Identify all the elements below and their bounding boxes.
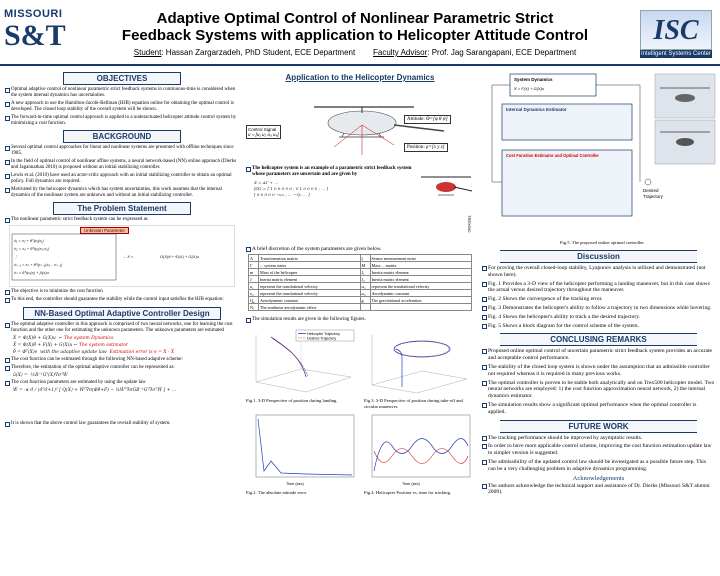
control-signal-label: Control Signal — [248, 127, 277, 132]
parameter-symbol: J₂ — [360, 276, 370, 283]
svg-text:⋮: ⋮ — [14, 254, 18, 259]
eq3-tail: Estimation error is e = X - X̂ — [109, 350, 175, 355]
nn-eq-system: Ẋ = Φ(X)θ + G(X)u ← The system Dynamics — [13, 336, 114, 341]
advisor-name: : Prof. Jag Sarangapani, ECE Department — [427, 48, 577, 57]
acknowledgements-heading: Acknowledgements — [572, 474, 625, 482]
objective-cost-function: The objective is to minimize the cost function — [5, 289, 239, 295]
isc-logo-caption: Intelligent Systems Center — [640, 51, 712, 57]
hjb-statement: To this end, the controller should guarantee the stability while the control input satisfies the HJB equation: — [5, 297, 239, 303]
parameter-description: The nonlinear aerodynamic effect — [259, 304, 361, 311]
svg-text:TREX500: TREX500 — [467, 215, 472, 233]
internal-estimator-label: Internal Dynamics Estimator — [506, 107, 567, 112]
fig1-legend-1: Helicopter Trajectory — [307, 332, 340, 336]
parameter-row — [249, 276, 472, 283]
nn-item: The cost function parameters are estimated by using the update law — [5, 380, 239, 386]
nn-item: Therefore, the estimation of the optimal adaptive controller can be represented as: — [5, 365, 239, 371]
parameter-description: Inertia matrix element — [259, 276, 361, 283]
title-line-2: Feedback Systems with application to Helicopter Attitude Control — [121, 27, 589, 44]
parameter-symbol — [360, 304, 370, 311]
parameter-row — [249, 255, 472, 262]
control-signal-box: Control Signal u = [u₁ u₂ u₃ u₄] — [248, 127, 279, 137]
objective-item: The forward-in-time optimal control approach is applied to a underactuated helicopter attitude control system by minimizing a cost function. — [5, 115, 239, 127]
parameter-symbol: Γ — [249, 262, 259, 269]
discussion-item: Fig. 2 Shows the convergence of the tracking error. — [482, 296, 715, 303]
attitude-label: Attitude: — [407, 117, 425, 122]
advisor-label: Faculty Advisor — [373, 48, 428, 57]
background-list — [3, 145, 241, 199]
fig1-legend-2: Desired Trajectory — [307, 336, 337, 341]
desired-label: Desired — [643, 188, 659, 193]
svg-text:ẋₙ₋₁ = xₙ + θᵀψₙ₋₁(x₁…xₙ₋₁): ẋₙ₋₁ = xₙ + θᵀψₙ₋₁(x₁…xₙ₋₁) — [14, 262, 63, 267]
parameter-description: Inertia matrix element — [370, 269, 472, 276]
objective-item: Optimal adaptive control of nonlinear parametric strict feedback systems in continuous-time is considered when the system internal dynamics has uncertainties. — [5, 87, 239, 99]
poster-title — [80, 10, 630, 44]
parameter-description: Sensor measurement noise — [370, 255, 472, 262]
parameter-description: represent the translational velocity — [259, 283, 361, 290]
parameter-symbol: Q₂ — [249, 297, 259, 304]
nn-eq-control: û(X) = -½R⁻¹Gᵀ(X)∇σᵀŴ — [13, 373, 68, 378]
parameter-table — [248, 254, 472, 311]
parameter-symbol: m — [249, 269, 259, 276]
discussion-item: Fig. 3 Demonstrates the helicopter's ability to follow a trajectory in two dimensions while hovering. — [482, 305, 715, 312]
discussion-item: Fig. 5 Shows a block diagram for the control scheme of the system. — [482, 323, 715, 330]
conclusion-item: The simulation results show a significant optimal performance when the optimal controller is applied. — [482, 402, 715, 416]
trajectory-label: Trajectory — [643, 194, 663, 199]
parameter-description: Aerodynamic constant — [370, 290, 472, 297]
parameter-description: Mass ... matrix — [370, 262, 472, 269]
conclusions-heading: CONCLUSING REMARKS — [500, 333, 697, 346]
isc-logo-text: ISC — [653, 15, 699, 46]
parameter-symbol: Nᵢ — [249, 304, 259, 311]
trex-photo-graphic — [416, 165, 476, 245]
controller-block-diagram — [480, 70, 717, 246]
objective-item: A new approach to use the Hamilton-Jacobi-Bellman (HJB) equation online for obtaining the optimal control is developed. The closed loop stability of the overall system will be shown. — [5, 101, 239, 113]
discussion-item: Fig. 4 Shows the helicopter's ability to track a the desired trajectory. — [482, 314, 715, 321]
future-heading: FUTURE WORK — [500, 420, 697, 433]
fig3-3d-takeoff — [362, 327, 474, 397]
conclusion-item: The optimal controller is proven to be stable both analytically and on Trex500 helicopter model. Two neural networks are employed: 1) the cost function approximation neural network, 2) the internal dynamics estimator. — [482, 380, 715, 400]
nn-eq-estimator: X̂̇ = Φ(X)θ̂ + F(X) + G(X)u ← The system estimator — [13, 343, 129, 348]
application-heading: Application to the Helicopter Dynamics — [285, 73, 435, 82]
middle-column — [244, 70, 476, 507]
nn-eq-updatelaw: Ŵ̇ = -α σ̂ / (σ̂ᵀσ̂+1)² [ Q(X) + Ŵᵀ∇σ(Φθ̂+F) − ¼Ŵᵀ∇σGR⁻¹Gᵀ∇σᵀŴ ] + … — [13, 388, 177, 393]
nn-eq-update: θ̂̇ = Φᵀ(X)e with the adaptive update law Estimation error is e = X - X̂ — [13, 350, 175, 355]
fig4-caption: Fig.4. Helicopter Position vs. time for tracking. — [364, 490, 452, 495]
conclusion-item: Proposed online optimal control of uncertain parametric strict feedback system provides an accurate and acceptable control performance. — [482, 348, 715, 362]
parameter-symbol: M — [360, 262, 370, 269]
background-item: Lewis et al. (2010) have used an actor-critic approach with an initial stabilizing controller to obtain an optimal policy. Full dynamics are required. — [5, 173, 239, 185]
system-dynamics-label: System Dynamics — [514, 77, 553, 82]
fig2-caption: Fig.2. The absolute attitude error — [246, 490, 307, 495]
parameter-symbol: ζ — [360, 255, 370, 262]
authors-line — [80, 48, 630, 57]
student-label: Student — [133, 48, 162, 57]
parameter-symbol: J — [249, 276, 259, 283]
svg-text:ẋ₂ = x₃ + θᵀψ₂(x₁,x₂): ẋ₂ = x₃ + θᵀψ₂(x₁,x₂) — [14, 246, 49, 251]
conclusion-item: The stability of the closed loop system is shown under the assumption that an admissible controller not required whereas it is required in many previous works. — [482, 364, 715, 378]
background-item: Several optimal control approaches for linear and nonlinear systems are presented with offline techniques since 1985. — [5, 145, 239, 157]
parameter-description: Mass of the helicopter — [259, 269, 361, 276]
cost-estimator-label: Cost Function Estimator and Optimal Controller — [506, 153, 600, 158]
helicopter-figure — [244, 85, 476, 165]
parameter-symbol: υ₁ — [249, 283, 259, 290]
discussion-heading: Discussion — [500, 250, 697, 263]
fig5-caption: Fig.5. The proposed online optimal controller. — [560, 240, 645, 245]
position-box: Position: ρ=[x y z] — [404, 143, 448, 152]
parameter-description: The gravitational acceleration — [370, 297, 472, 304]
student-name: : Hassan Zargarzadeh, PhD Student, ECE Department — [161, 48, 356, 57]
parameter-row — [249, 269, 472, 276]
left-column — [3, 70, 241, 429]
acknowledgement-text: The authors acknowledge the technical support and assistance of Dr. Dierks (Missouri S&T alumni 2009). — [482, 483, 715, 497]
objectives-list — [3, 87, 241, 127]
parameter-row — [249, 304, 472, 311]
eq3-note: with the adaptive update law — [40, 350, 107, 355]
nn-design-heading: NN-Based Optimal Adaptive Controller Design — [23, 307, 221, 320]
missouri-st-logo — [4, 8, 66, 62]
parameter-description: ... system states — [259, 262, 361, 269]
parameter-symbol: ω₁ — [360, 283, 370, 290]
eq1-note: The system Dynamics — [63, 336, 114, 341]
parameter-row — [249, 297, 472, 304]
svg-text:Ω(X)θ + Φ(X) + G(X)u: Ω(X)θ + Φ(X) + G(X)u — [160, 254, 200, 259]
parameter-description: represent the translational velocity — [370, 283, 472, 290]
parameter-row — [249, 262, 472, 269]
future-item: The tracking performance should be improved by asymptotic results. — [482, 435, 715, 442]
helicopter-matrix: Ẋ = AΓ + … f(X) = [ 1 0 0 0 0 0 ; 0 1 0 0 0 0 ; … ] [ 0 0 0 0 0 −ω₂ ; … −Q₂ … ] — [254, 180, 329, 197]
fig1-caption: Fig.1. 3-D Perspective of position during landing. — [246, 398, 338, 403]
block-diagram-graphic — [480, 70, 717, 242]
table-intro: A brief discretion of the system parameters are given below. — [246, 246, 474, 252]
helicopter-description: The helicopter system is an example of a parametric strict feedback system whose parameters are uncertain and are given by — [246, 166, 414, 178]
fig1-3d-landing — [246, 327, 358, 397]
background-item: In the field of optimal control of nonlinear affine systems, a neural network-based (NN) online approach (Dierks and Jagannathan 2010) is proposed without an initial stabilizing controller. — [5, 159, 239, 171]
problem-intro: The nonlinear parametric strict feedback system can be expressed as — [5, 217, 239, 223]
svg-text:ẋₙ = θᵀψₙ(x) + β(x)u: ẋₙ = θᵀψₙ(x) + β(x)u — [14, 270, 49, 275]
parameter-symbol: ω₂ — [360, 290, 370, 297]
logo-left-top: MISSOURI — [4, 8, 63, 20]
fig2-attitude-error — [246, 411, 358, 489]
system-equation-graphic — [10, 226, 234, 286]
position-label: Position: — [407, 145, 425, 150]
svg-text:→ Ẋ =: → Ẋ = — [122, 254, 134, 259]
trex-helicopter-photo — [416, 165, 476, 245]
background-heading: BACKGROUND — [63, 130, 181, 143]
parameter-symbol: J₁ — [360, 269, 370, 276]
fig4-xlabel: Time (sec) — [402, 482, 420, 486]
fig4-position-tracking — [362, 411, 474, 489]
objectives-heading: OBJECTIVES — [63, 72, 181, 85]
fig3-caption: Fig.3. 3-D Perspective of position during take-off and circular maneuver. — [364, 398, 463, 409]
attitude-box: Attitude: Θ=[φ θ ψ] — [404, 115, 451, 124]
nn-item: The cost function can be estimated through the following NN-based adaptive scheme: — [5, 357, 239, 363]
background-item: Motivated by the helicopter dynamics which has system uncertainties, this work assumes that the internal dynamics of the nonlinear system are unknown and without an initial stabilizing controller. — [5, 187, 239, 199]
parameter-row — [249, 283, 472, 290]
parameter-description: Inertia matrix element — [370, 276, 472, 283]
parameter-row — [249, 290, 472, 297]
problem-heading: The Problem Statement — [53, 202, 191, 215]
header-divider — [0, 64, 720, 66]
nn-item: The optimal adaptive controller in this approach is comprised of two neural networks, one for learning the cost function and the other one for estimating the unknown parameters. The unknown parameters are estimated — [5, 322, 239, 334]
discussion-item: Fig. 1 Provides a 3-D view of the helicopter performing a landing maneuver, but in this case shows the actual versus desired trajectory throughout the maneuver. — [482, 281, 715, 295]
future-item: In order to have more applicable control scheme, improving the cost function estimation update law to simpler version is suggested. — [482, 443, 715, 457]
parameter-description — [370, 304, 472, 311]
parameter-description: Transformation matrix — [259, 255, 361, 262]
parameter-symbol: g — [360, 297, 370, 304]
title-line-1: Adaptive Optimal Control of Nonlinear Parametric Strict — [156, 10, 554, 27]
simulation-figures — [244, 327, 476, 507]
svg-text:ẋ₁ = x₂ + θᵀψ₁(x₁): ẋ₁ = x₂ + θᵀψ₁(x₁) — [14, 238, 44, 243]
isc-logo — [640, 10, 712, 62]
parameter-description: Aerodynamic constant — [259, 297, 361, 304]
fig2-xlabel: Time (sec) — [286, 482, 304, 486]
right-column — [480, 70, 717, 498]
simulation-intro: The simulation results are given in the following figures. — [246, 317, 474, 323]
eq2-note: The system estimator — [78, 343, 129, 348]
nn-item: It is shown that the above control law guarantees the overall stability of system. — [5, 421, 239, 427]
strict-feedback-equations — [9, 225, 235, 287]
parameter-symbol: A — [249, 255, 259, 262]
future-item: The admissibility of the updated control law should be investigated as a possible future step. This can be a very challenging problem in adaptive dynamics programming. — [482, 459, 715, 473]
svg-text:Ẋ = F(X) + G(X)u: Ẋ = F(X) + G(X)u — [514, 86, 545, 91]
parameter-description: represent the translational velocity — [259, 290, 361, 297]
unknown-parameter-box: Unknown Parameter — [80, 227, 129, 234]
parameter-symbol: υ₂ — [249, 290, 259, 297]
discussion-item: For proving the overall closed-loop stability, Lyapunov analysis is utilized and demonstrated (not shown here). — [482, 265, 715, 279]
logo-left-bottom: S&T — [4, 19, 66, 52]
